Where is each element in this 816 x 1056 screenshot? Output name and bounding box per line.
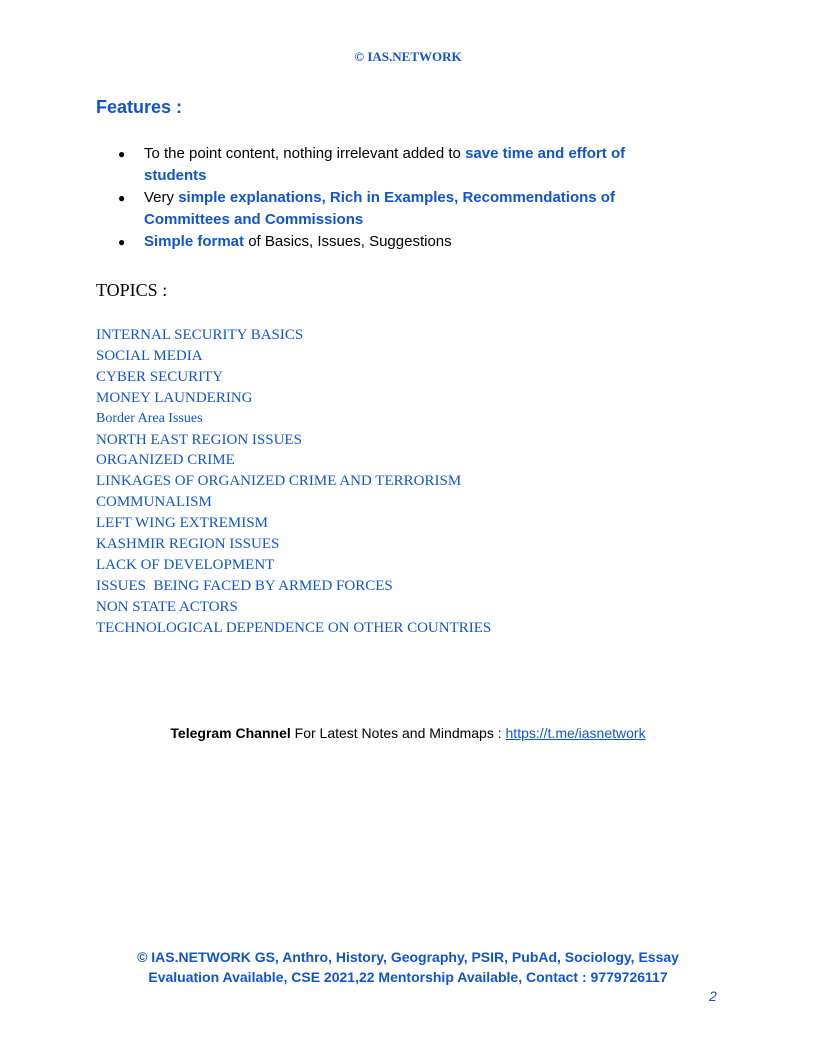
- feature-text: To the point content, nothing irrelevant added to: [144, 145, 466, 162]
- features-heading: Features :: [96, 97, 183, 117]
- footer-line-1: © IAS.NETWORK GS, Anthro, History, Geography, PSIR, PubAd, Sociology, Essay: [137, 949, 679, 965]
- topic-item[interactable]: ISSUES BEING FACED BY ARMED FORCES: [96, 577, 393, 594]
- topic-item[interactable]: LACK OF DEVELOPMENT: [96, 556, 275, 573]
- topic-item[interactable]: NORTH EAST REGION ISSUES: [96, 431, 302, 448]
- topics-heading: TOPICS :: [96, 280, 168, 300]
- bullet-icon: ●: [118, 235, 126, 249]
- topic-item[interactable]: LINKAGES OF ORGANIZED CRIME AND TERRORISM: [96, 473, 462, 490]
- topic-item[interactable]: SOCIAL MEDIA: [96, 347, 203, 364]
- topic-item[interactable]: INTERNAL SECURITY BASICS: [96, 327, 304, 343]
- topic-item[interactable]: ORGANIZED CRIME: [96, 452, 235, 469]
- topic-item[interactable]: MONEY LAUNDERING: [96, 389, 253, 406]
- topic-item[interactable]: TECHNOLOGICAL DEPENDENCE ON OTHER COUNTRIES: [96, 619, 492, 636]
- topics-list: [96, 325, 491, 639]
- feature-highlight: simple explanations, Rich in Examples, Recommendations of Committees and Commissions: [144, 189, 615, 228]
- feature-item: [118, 143, 678, 187]
- feature-text: of Basics, Issues, Suggestions: [244, 233, 452, 250]
- topic-item[interactable]: CYBER SECURITY: [96, 368, 224, 385]
- footer-line-2: Evaluation Available, CSE 2021,22 Mentorship Available, Contact : 9779726117: [148, 969, 668, 985]
- features-list: [118, 143, 678, 253]
- telegram-link[interactable]: https://t.me/iasnetwork: [505, 725, 646, 741]
- feature-item: [118, 187, 678, 231]
- telegram-label: Telegram Channel: [170, 725, 291, 741]
- topic-item[interactable]: Border Area Issues: [96, 410, 203, 426]
- feature-highlight: save time and effort of students: [144, 145, 626, 184]
- topic-item[interactable]: KASHMIR REGION ISSUES: [96, 536, 280, 553]
- page-header: © IAS.NETWORK: [354, 49, 462, 64]
- feature-item: [118, 231, 678, 253]
- topic-item[interactable]: COMMUNALISM: [96, 494, 212, 511]
- feature-highlight: Simple format: [144, 233, 245, 250]
- telegram-text: For Latest Notes and Mindmaps :: [290, 725, 506, 741]
- telegram-line: [0, 725, 816, 741]
- page-footer: [0, 947, 816, 987]
- topic-item[interactable]: NON STATE ACTORS: [96, 598, 238, 615]
- page-number: 2: [709, 988, 717, 1004]
- feature-text: Very: [144, 189, 179, 206]
- bullet-icon: ●: [118, 191, 126, 205]
- bullet-icon: ●: [118, 147, 126, 161]
- topic-item[interactable]: LEFT WING EXTREMISM: [96, 515, 268, 532]
